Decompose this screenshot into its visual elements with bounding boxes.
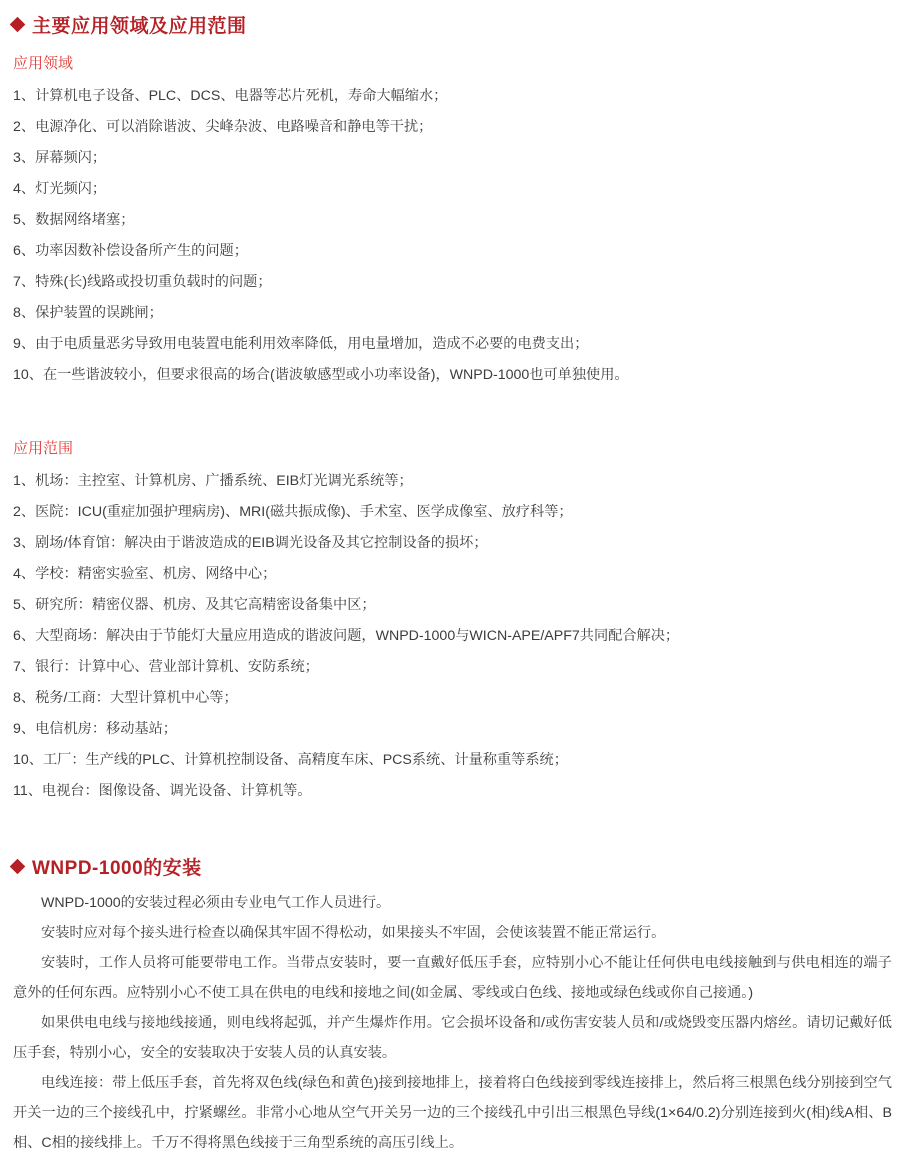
installation-paragraph: 电线连接：带上低压手套，首先将双色线(绿色和黄色)接到接地排上，接着将白色线接到零线连接排上，然后将三根黑色线分别接到空气开关一边的三个接线孔中，拧紧螺丝。非常小心地从空气开关另一边的三个接线孔中引出三根黑色导线(1×64/0.2)分别连接到火(相)线A相、B相、C相的接线排上。千万不得将黑色线接于三角型系统的高压引线上。 <box>13 1075 892 1151</box>
list-item: 1、计算机电子设备、PLC、DCS、电器等芯片死机，寿命大幅缩水； <box>13 88 448 104</box>
section-installation <box>0 853 900 1158</box>
list-item: 10、在一些谐波较小，但要求很高的场合(谐波敏感型或小功率设备)，WNPD-1000也可单独使用。 <box>13 367 629 383</box>
list-item: 6、大型商场：解决由于节能灯大量应用造成的谐波问题，WNPD-1000与WICN-APE/APF7共同配合解决； <box>13 628 680 644</box>
list-item: 5、研究所：精密仪器、机房、及其它高精密设备集中区； <box>13 597 376 613</box>
list-item: 2、电源净化、可以消除谐波、尖峰杂波、电路噪音和静电等干扰； <box>13 119 433 135</box>
section-installation-heading-text: WNPD-1000的安装 <box>32 858 202 879</box>
spacer <box>0 458 900 466</box>
installation-paragraph: 如果供电电线与接地线接通，则电线将起弧，并产生爆炸作用。它会损坏设备和/或伤害安装人员和/或烧毁变压器内熔丝。请切记戴好低压手套，特别小心，安全的安装取决于安装人员的认真安装。 <box>13 1015 892 1061</box>
list-item: 6、功率因数补偿设备所产生的问题； <box>13 243 248 259</box>
section-applications <box>0 11 900 807</box>
application-scope-list <box>0 466 900 807</box>
subheading-application-scope: 应用范围 <box>13 440 74 457</box>
spacer <box>0 880 900 888</box>
subheading-application-fields: 应用领域 <box>13 55 74 72</box>
document-page <box>0 11 900 1158</box>
list-item: 9、电信机房：移动基站； <box>13 721 177 737</box>
spacer <box>0 807 900 853</box>
list-item: 8、保护装置的误跳闸； <box>13 305 163 321</box>
installation-paragraph: 安装时应对每个接头进行检查以确保其牢固不得松动，如果接头不牢固，会使该装置不能正常运行。 <box>41 925 666 941</box>
list-item: 3、屏幕频闪； <box>13 150 107 166</box>
spacer <box>0 391 900 437</box>
installation-paragraphs <box>0 888 900 1158</box>
list-item: 2、医院：ICU(重症加强护理病房)、MRI(磁共振成像)、手术室、医学成像室、放疗科等； <box>13 504 573 520</box>
list-item: 7、特殊(长)线路或投切重负载时的问题； <box>13 274 272 290</box>
diamond-icon <box>10 859 26 875</box>
list-item: 5、数据网络堵塞； <box>13 212 135 228</box>
list-item: 8、税务/工商：大型计算机中心等； <box>13 690 238 706</box>
installation-paragraph: WNPD-1000的安装过程必须由专业电气工作人员进行。 <box>41 895 391 911</box>
spacer <box>0 73 900 81</box>
list-item: 3、剧场/体育馆：解决由于谐波造成的EIB调光设备及其它控制设备的损坏； <box>13 535 488 551</box>
diamond-icon <box>10 17 26 33</box>
section-applications-heading-text: 主要应用领域及应用范围 <box>32 16 247 37</box>
list-item: 1、机场：主控室、计算机房、广播系统、EIB灯光调光系统等； <box>13 473 413 489</box>
application-fields-list <box>0 81 900 391</box>
list-item: 4、学校：精密实验室、机房、网络中心； <box>13 566 277 582</box>
list-item: 11、电视台：图像设备、调光设备、计算机等。 <box>13 783 312 799</box>
list-item: 10、工厂：生产线的PLC、计算机控制设备、高精度车床、PCS系统、计量称重等系统； <box>13 752 568 768</box>
section-installation-heading <box>0 853 900 880</box>
spacer <box>0 38 900 52</box>
list-item: 4、灯光频闪； <box>13 181 107 197</box>
list-item: 7、银行：计算中心、营业部计算机、安防系统； <box>13 659 319 675</box>
installation-paragraph: 安装时，工作人员将可能要带电工作。当带点安装时，要一直戴好低压手套，应特别小心不能让任何供电电线接触到与供电相连的端子意外的任何东西。应特别小心不使工具在供电的电线和接地之间(如金属、零线或白色线、接地或绿色线或你自己接通。) <box>13 955 892 1001</box>
section-applications-heading <box>0 11 900 38</box>
list-item: 9、由于电质量恶劣导致用电装置电能利用效率降低，用电量增加，造成不必要的电费支出； <box>13 336 589 352</box>
